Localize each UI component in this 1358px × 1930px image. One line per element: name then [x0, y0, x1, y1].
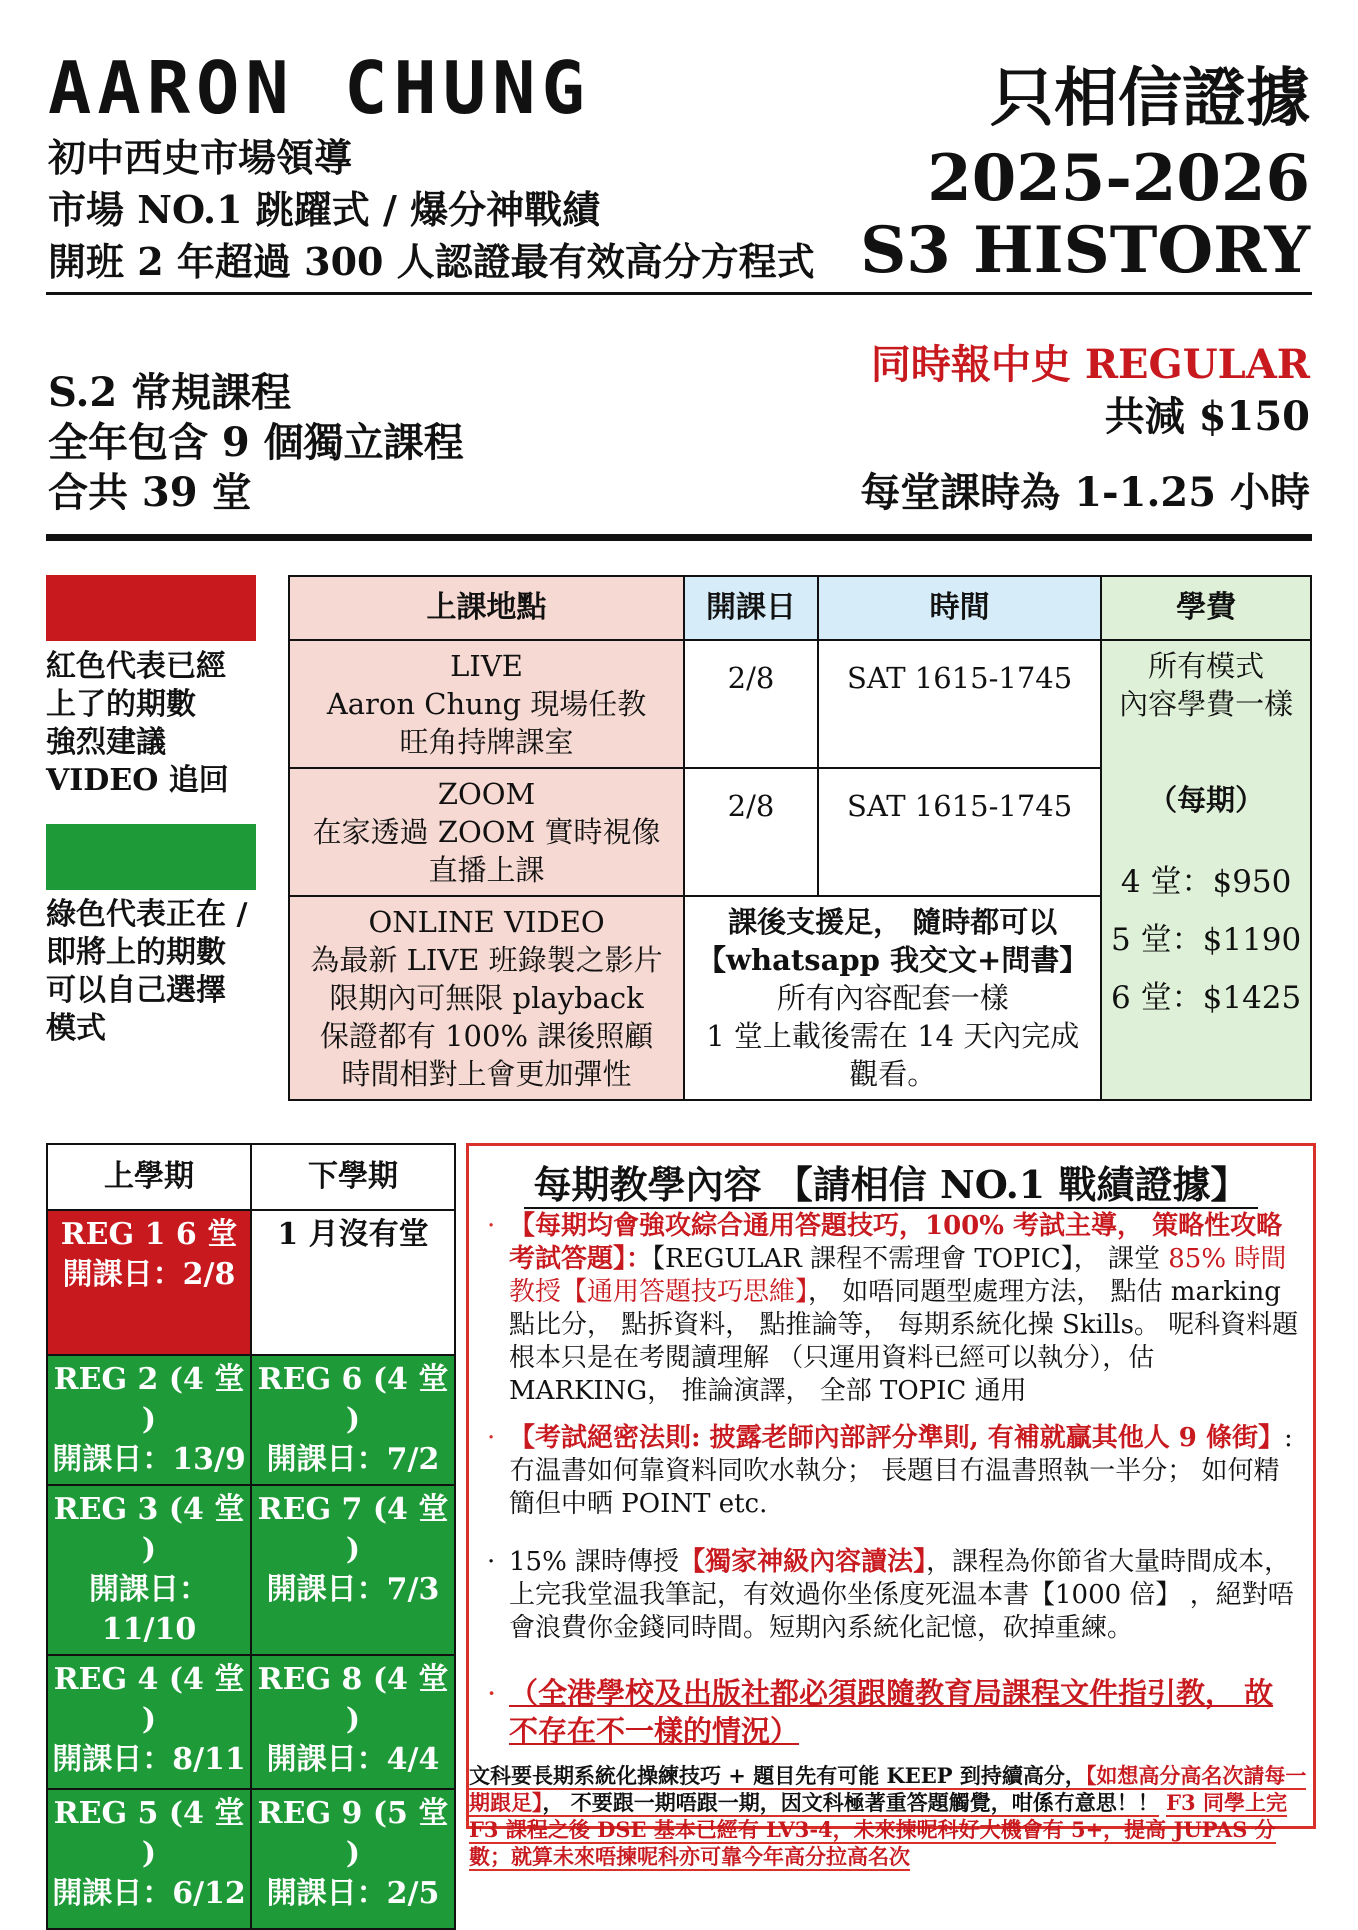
content-title: 每期教學內容 【請相信 NO.1 戰績證據】	[469, 1154, 1313, 1209]
term-schedule-table	[46, 1143, 456, 1930]
video-support-text: 課後支援足， 隨時都可以 【whatsapp 我交文+問書】 所有內容配套一樣 1 堂上載後需在 14 天內完成 觀看。	[684, 896, 1101, 1100]
divider-thick	[46, 534, 1312, 541]
tagline-3: 開班 2 年超過 300 人認證最有效高分方程式	[48, 239, 815, 284]
header-fee: 學費	[1101, 576, 1311, 640]
summary-line-3: 合共 39 堂	[48, 469, 252, 516]
content-paragraph-3: · 15% 課時傳授【獨家神級內容讀法】，課程為你節省大量時間成本， 上完我堂温我筆記，有效過你坐係度死温本書【1000 倍】 ，絕對唔會浪費你金錢同時間。短期內系統化記憶，砍掉重練。	[487, 1547, 1294, 1643]
content-paragraph-4: · （全港學校及出版社都必須跟隨教育局課程文件指引教， 故不存在不一樣的情況）	[487, 1676, 1274, 1748]
reg-3-cell: REG 3 (4 堂 ) 開課日： 11/10	[47, 1485, 251, 1655]
reg-1-cell: REG 1 6 堂 開課日：2/8	[47, 1210, 251, 1355]
header-start-date: 開課日	[684, 576, 818, 640]
content-paragraph-1: · 【每期均會強攻綜合通用答題技巧，100% 考試主導， 策略性攻略考試答題】：【REGULAR 課程不需理會 TOPIC】， 課堂 85% 時間教授【通用答題技巧思維】， 如唔同題型處理方法， 點估 marking 點比分， 點拆資料， 點推論等， 每期系統化操 Skills。 呢科資料題根本只是在考閱讀理解 （只運用資料已經可以執分），估 MARKING， 推論演譯， 全部 TOPIC 通用	[487, 1211, 1299, 1406]
location-online-video: ONLINE VIDEO 為最新 LIVE 班錄製之影片 限期內可無限 playback 保證都有 100% 課後照顧 時間相對上會更加彈性	[289, 896, 684, 1100]
fee-6-lessons: 6 堂：$1425	[1111, 980, 1302, 1016]
reg-7-cell: REG 7 (4 堂 ) 開課日：7/3	[251, 1485, 455, 1655]
legend-green-text: 綠色代表正在 / 即將上的期數 可以自己選擇 模式	[46, 897, 248, 1046]
location-live: LIVE Aaron Chung 現場任教 旺角持牌課室	[289, 640, 684, 768]
location-zoom: ZOOM 在家透過 ZOOM 實時視像 直播上課	[289, 768, 684, 896]
header-second-term: 下學期	[251, 1144, 455, 1210]
fee-per-period: （每期）	[1148, 783, 1265, 817]
promo-line-2: 共減 $150	[1104, 393, 1310, 440]
title-slogan: 只相信證據	[990, 61, 1310, 136]
zoom-time: SAT 1615-1745	[818, 768, 1101, 896]
reg-2-cell: REG 2 (4 堂 ) 開課日：13/9	[47, 1355, 251, 1485]
content-footer: 文科要長期系統化操練技巧 + 題目先有可能 KEEP 到持續高分，【如想高分高名次請每一期跟足】， 不要跟一期唔跟一期，因文科極著重答題觸覺，咁係冇意思！！ F3 同學上完 F3 課程之後 DSE 基本已經有 LV3-4，未來揀呢科好大機會有 5+，提高 JUPAS 分數；就算未來唔揀呢科亦可靠今年高分拉高名次	[469, 1763, 1307, 1869]
summary-line-1: S.2 常規課程	[48, 369, 292, 416]
title-subject: S3 HISTORY	[860, 213, 1310, 288]
legend-green-swatch	[46, 824, 256, 890]
fee-cell: 所有模式 內容學費一樣 （每期） 4 堂：$950 5 堂：$1190 6 堂：$1425	[1101, 640, 1311, 1100]
live-time: SAT 1615-1745	[818, 640, 1101, 768]
reg-4-cell: REG 4 (4 堂 ) 開課日：8/11	[47, 1655, 251, 1789]
tagline-2: 市場 NO.1 跳躍式 / 爆分神戰績	[48, 187, 601, 232]
reg-9-cell: REG 9 (5 堂 ) 開課日：2/5	[251, 1789, 455, 1929]
legend-red-swatch	[46, 575, 256, 641]
course-info-table	[288, 575, 1312, 1101]
lesson-duration: 每堂課時為 1-1.25 小時	[860, 469, 1310, 516]
header-first-term: 上學期	[47, 1144, 251, 1210]
promo-line-1: 同時報中史 REGULAR	[870, 341, 1310, 388]
tagline-1: 初中西史市場領導	[48, 135, 353, 180]
january-cell: 1 月沒有堂	[251, 1210, 455, 1355]
legend-red-text: 紅色代表已經 上了的期數 強烈建議 VIDEO 追回	[46, 649, 229, 798]
reg-6-cell: REG 6 (4 堂 ) 開課日：7/2	[251, 1355, 455, 1485]
live-date: 2/8	[684, 640, 818, 768]
brand-name: AARON CHUNG	[48, 46, 591, 130]
fee-5-lessons: 5 堂：$1190	[1111, 922, 1302, 958]
divider-top	[46, 292, 1312, 295]
reg-8-cell: REG 8 (4 堂 ) 開課日：4/4	[251, 1655, 455, 1789]
zoom-date: 2/8	[684, 768, 818, 896]
header-location: 上課地點	[289, 576, 684, 640]
reg-5-cell: REG 5 (4 堂 ) 開課日：6/12	[47, 1789, 251, 1929]
teaching-content-box	[466, 1143, 1316, 1869]
fee-4-lessons: 4 堂：$950	[1120, 864, 1292, 900]
header-time: 時間	[818, 576, 1101, 640]
content-paragraph-2: · 【考試絕密法則: 披露老師內部評分準則, 有補就贏其他人 9 條街】: 冇温書如何靠資料同吹水執分； 長題目冇温書照執一半分； 如何精簡但中晒 POINT etc.	[487, 1423, 1293, 1519]
title-year: 2025-2026	[927, 141, 1310, 216]
summary-line-2: 全年包含 9 個獨立課程	[48, 419, 464, 466]
